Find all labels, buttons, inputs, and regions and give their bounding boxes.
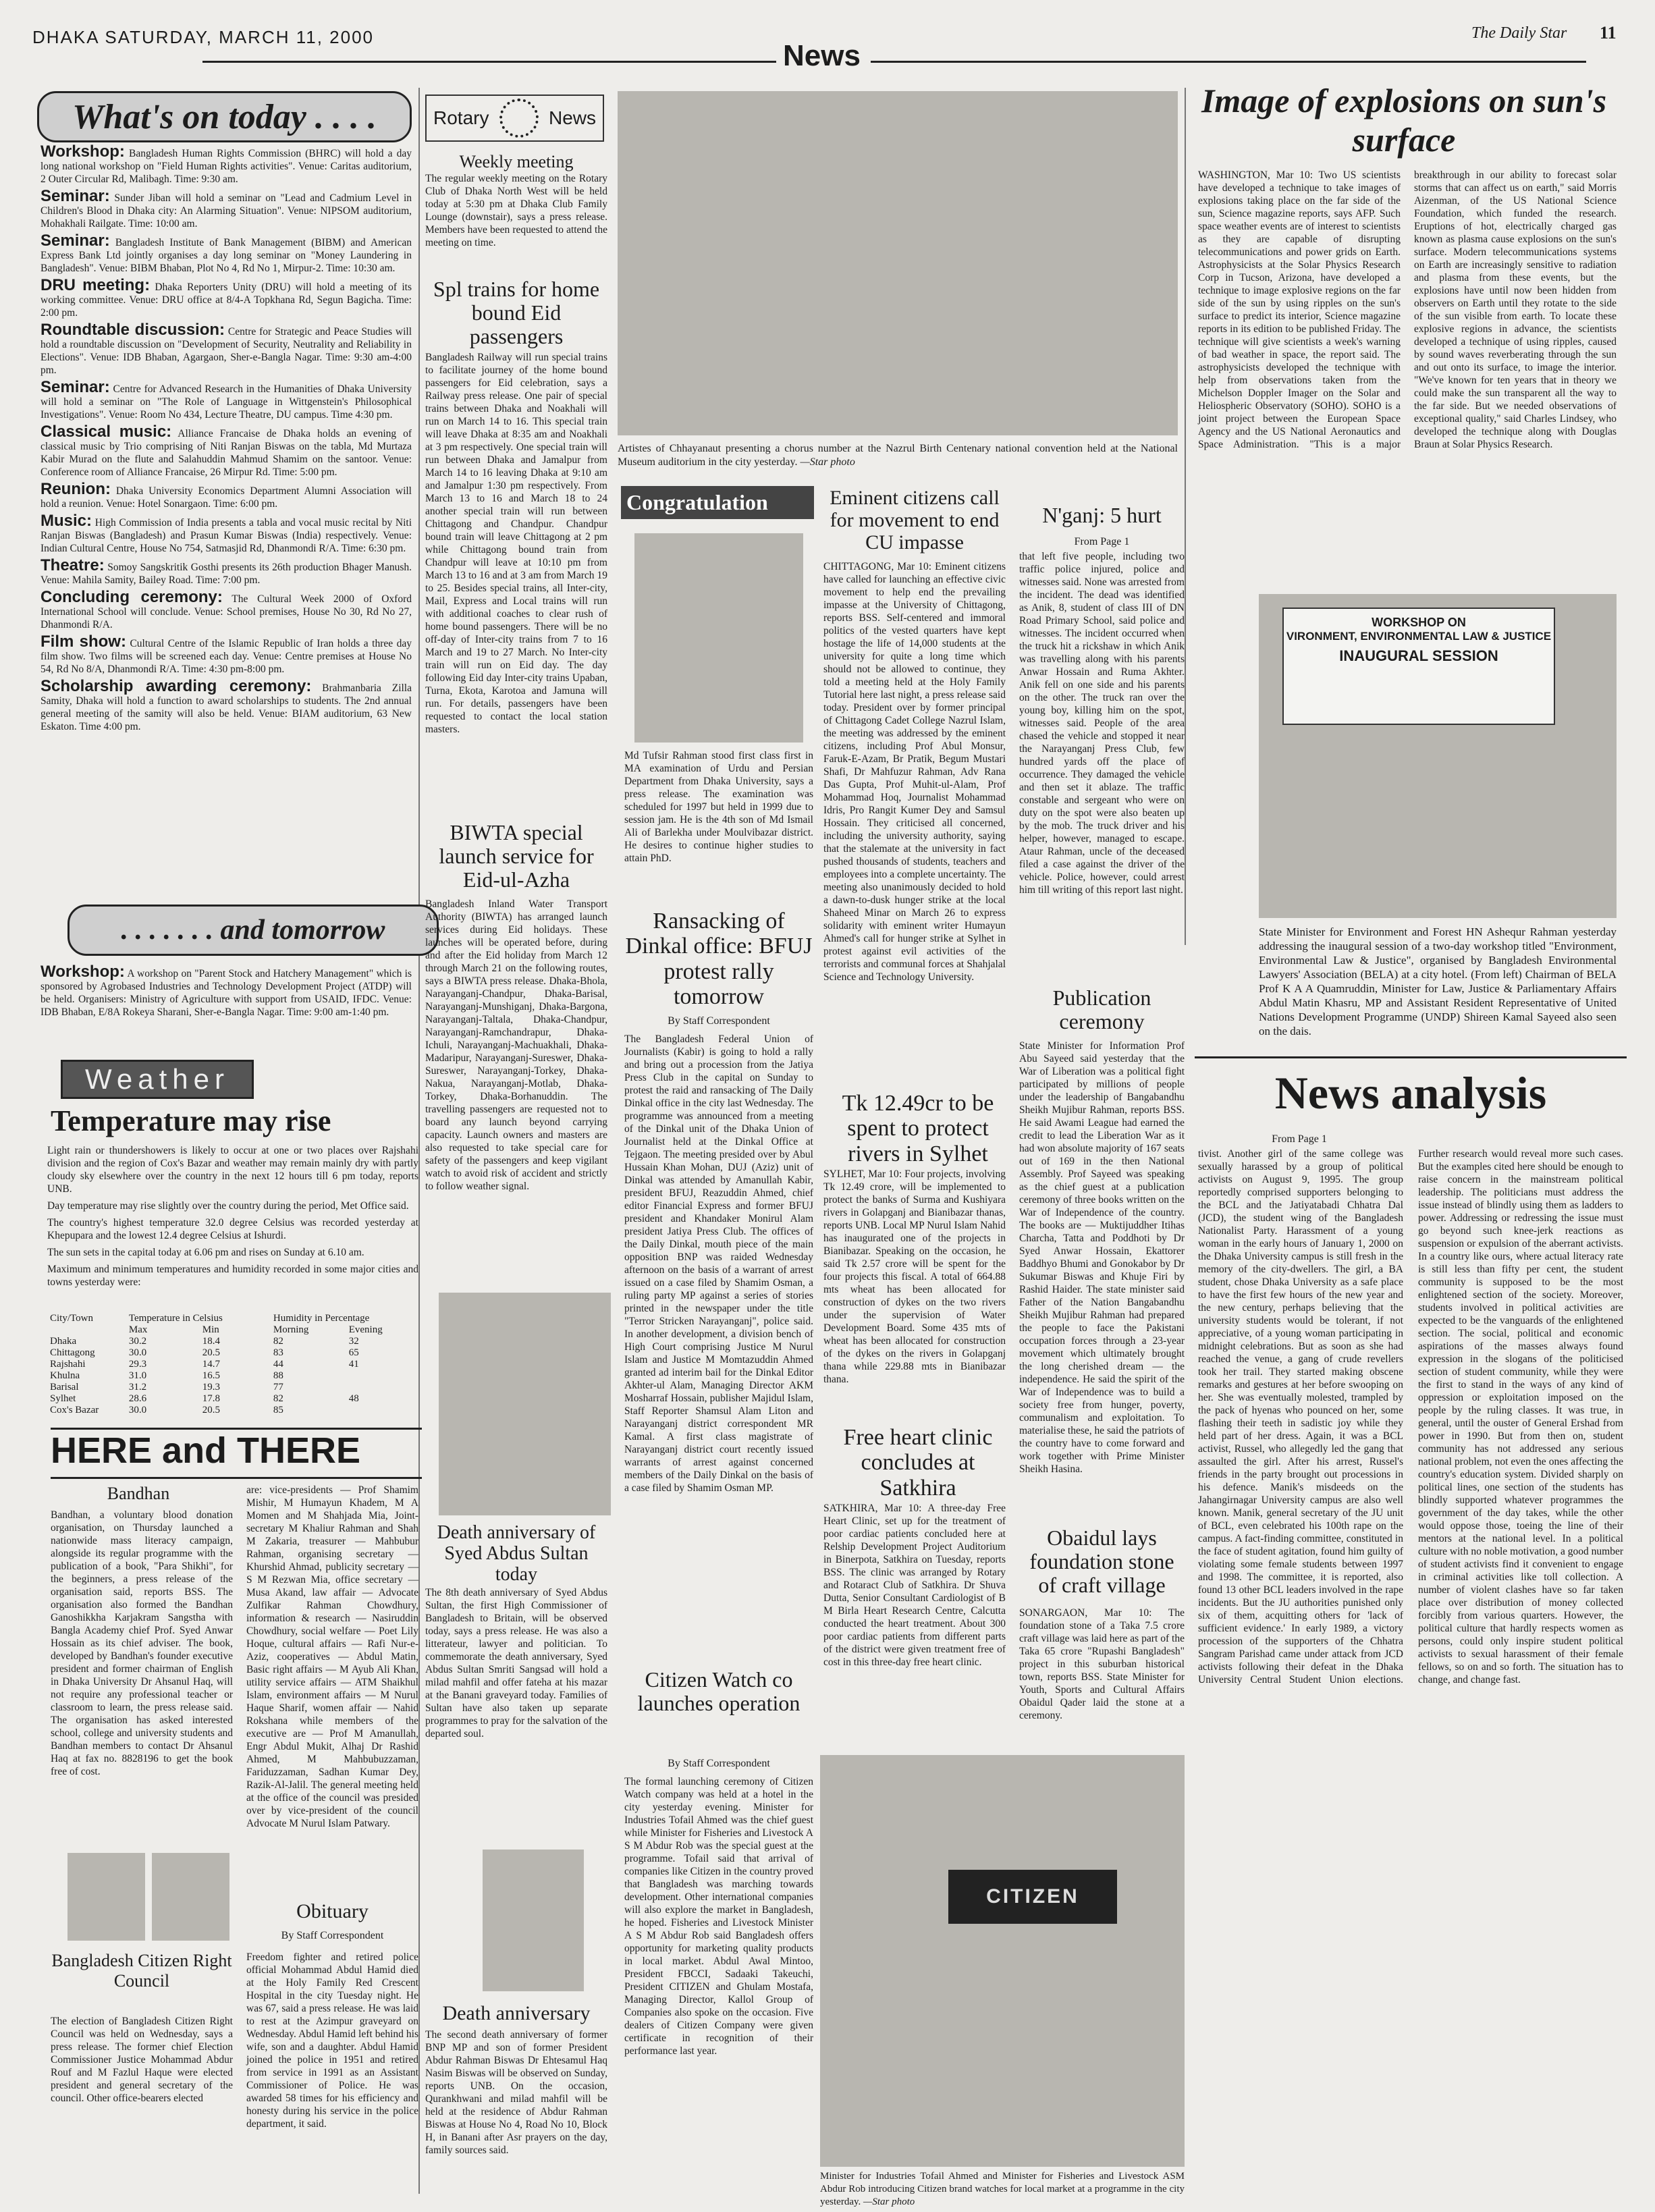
obituary-head: Obituary [296, 1900, 369, 1922]
weather-cell-city: Khulna [50, 1370, 80, 1381]
weather-cell-evening [346, 1405, 418, 1416]
whats-on-item-label: Theatre: [40, 556, 105, 574]
obituary-body [246, 1951, 418, 2194]
heart-body [823, 1502, 1006, 1745]
weather-cell-morning: 85 [273, 1405, 283, 1415]
column-divider [418, 88, 420, 2194]
obituary-byline: By Staff Correspondent [281, 1930, 384, 1941]
tomorrow-section [67, 905, 439, 956]
weather-cell-min: 14.7 [202, 1359, 221, 1370]
bandhan-continued [246, 1484, 418, 1889]
eminent-text: CHITTAGONG, Mar 10: Eminent citizens have called for launching an effective civic movement to help end the prevailing impasse at the University of Chittagong, reports BSS. Self-centered and immoral politics of the vested quarters have kept hostage the life of 14,000 students at the university for quite a long time which should not be allowed to continue, they told a meeting held at the Holy Family Tutorial here last night, a press release said today. President over by former principal of Chittagong Cadet College Nazrul Islam, the meeting was addressed by the eminent citizens, including Prof Abul Monsur, Faruk-E-Azam, Br Pratik, Begum Mustari Shafi, Dr Mahfuzur Rahman, Adv Rana Das Gupta, Prof Muhit-ul-Alam, Prof Mohammad Hoq, Journalist Mohammad Idris, Pro Rangit Kumer Dey and Samsul Hossain. They criticised all concerned, including the university authority, saying that the stalemate at the university in fact pushed thousands of students, teachers and employees into a complete uncertainty. The meeting also unanimously decided to hold a dawn-to-dusk hunger strike at the local Shaheed Minar on March 26 to express solidarity with eminent writer Humayun Ahmed's call for hunger strike at Sylhet in protest against evil activities of the terrorists and communal forces at Shahjalal Science and Technology University. [823, 561, 1006, 983]
tomorrow-label: Workshop: [40, 963, 125, 981]
whats-on-item [40, 234, 412, 275]
weather-para: The country's highest temperature 32.0 degree Celsius was recorded yesterday at Khepupara and the lowest 12.4 degree Celsius at Ishurdi. [47, 1217, 418, 1241]
heart-head: Free heart clinic concludes at Satkhira [843, 1425, 993, 1501]
weekly-meeting-text: The regular weekly meeting on the Rotary Club of Dhaka North West will be held today at 5:30 pm at Dhaka Club Family Lounge (downstair), says a press release. Members have been requested to attend the meeting on time. [425, 173, 607, 248]
weather-cell-max: 28.6 [128, 1393, 147, 1404]
tufsir-rahman-portrait [634, 533, 803, 743]
weather-banner: Weather [61, 1060, 254, 1099]
workshop-caption: State Minister for Environment and Forest HN Ashequr Rahman yesterday addressing the inaugural session of a two-day workshop titled "Environment, Environmental Law & Justice", organised by Bangladesh Environmental Lawyers' Association (BELA) at a city hotel. (From left) Chairman of BELA Prof K A A Quamruddin, Minister for Law, Justice & Parliamentary Affairs Abdul Matin Khasru, MP and Assistant Resident Representative of United Nations Development Programme (UNDP) Shireen Kamal Sayeed also seen on the dais. [1259, 925, 1617, 1037]
bcrc-portrait-right [152, 1853, 229, 1941]
spl-trains-body [425, 351, 607, 797]
weather-cell-min: 19.3 [202, 1382, 221, 1393]
heart-text: SATKHIRA, Mar 10: A three-day Free Heart Clinic, set up for the treatment of poor cardiac patients concluded here at Relship Development Project Auditorium in Binerpota, Satkhira on Tuesday, reports BSS. The clinic was arranged by Rotary and Rotaract Club of Satkhira. Dr Shuva Dutta, Senior Consultant Cardiologist of B M Birla Heart Research Centre, Calcutta conducted the heart treatment. About 300 poor cardiac patients from different parts of the district were given treatment free of cost in this three-day free heart clinic. [823, 1503, 1006, 1668]
whats-on-item [40, 514, 412, 555]
whats-on-title: What's on today . . . . [37, 91, 412, 142]
weekly-meeting-body [425, 172, 607, 273]
weather-table [47, 1313, 418, 1416]
death-anniv-body [425, 2028, 607, 2194]
weather-cell-evening: 48 [348, 1393, 359, 1404]
rotary-wheel-icon [499, 99, 539, 138]
whats-on-item-text: Dhaka Reporters Unity (DRU) will hold a meeting of its working committee. Venue: DRU office at 8/4-A Topkhana Rd, Segun Bagicha. Time: 2:00 pm. [40, 281, 412, 319]
weather-row [47, 1336, 418, 1347]
whats-on-item-text: Brahmanbaria Zilla Samity, Dhaka will hold a function to award scholarships to students. The 2nd annual general meeting of the samity will also be held. Venue: BIAM auditorium, 63 New Eskaton. Time 4:00 pm. [40, 682, 412, 732]
congratulation-text: Md Tufsir Rahman stood first class first in MA examination of Urdu and Persian Department from Dhaka University, says a press release. The examination was scheduled for 1997 but held in 1999 due to session jam. He is the 4th son of Md Ismail Ali of Barlekha under Moulvibazar district. He desires to continue higher studies to attain PhD. [624, 750, 813, 864]
citizen-photo [820, 1755, 1185, 2167]
weather-cell-min: 16.5 [202, 1370, 221, 1381]
weather-cell-city: Sylhet [50, 1393, 76, 1404]
whats-on-list [40, 142, 412, 891]
bcrc-body [51, 2015, 233, 2190]
weather-body [47, 1144, 418, 1313]
here-there-title: HERE and THERE [51, 1428, 422, 1479]
nganj-text: that left five people, including two traffic police injured, police and witnesses said. None was arrested from the incident. The dead was identified as Anik, 8, student of class III of DN Road Primary School, said police and witnesses. The incident occurred when the truck hit a rickshaw in which Anik was travelling along with his parents Anwar Hossain and Ruma Akhter. Anik fell on one side and his parents on the other. The truck ran over the young boy, killing him on the spot, witnesses said. People of the area chased the vehicle and stopped it near the Narayanganj Press Club, few hundred yards off the place of occurrence. They damaged the vehicle and then set it ablaze. The traffic constable and sergeant who were on duty on the spot were also beaten up by the mob. The truck driver and his helper, however, managed to escape. Ataur Rahman, uncle of the deceased filed a case against the driver of the vehicle. Police, however, could arrest him till writing of this report last night. [1019, 551, 1185, 896]
tk12-text: SYLHET, Mar 10: Four projects, involving Tk 12.49 crore, will be implemented to protect the banks of Surma and Kushiyara rivers in Golapganj and Bianibazar thanas, reports UNB. Local MP Nurul Islam Nahid has inaugurated one of the projects in Bianibazar. Speaking on the occasion, he said Tk 2.57 crore will be spent for the four projects this fiscal. A total of 664.88 mts wheat has been allocated for construction of dykes on the two rivers under the supervision of Water Development Board. Some 435 mts of wheat has been allocated for construction of the dykes on the rivers in Golapganj thana while 229.88 mts in Bianibazar thana. [823, 1168, 1006, 1385]
nganj-head: N'ganj: 5 hurt [1042, 503, 1162, 527]
weather-cell-morning: 44 [273, 1359, 283, 1370]
rotary-title: Rotary [433, 107, 489, 128]
whats-on-item [40, 556, 412, 587]
page-number: 11 [1600, 23, 1617, 43]
weather-cell-min: 18.4 [202, 1336, 221, 1347]
weather-row [47, 1405, 418, 1416]
spl-trains-text: Bangladesh Railway will run special trains to facilitate journey of the home bound passengers for Eid celebration, says a Railway press release. One pair of special trains between Dhaka and Noakhali will run on March 14 to 16. This special train will leave Dhaka at 8:35 am and Noakhali at 3 pm respectively. One special train will run between Dhaka and Jamalpur from March 14 to 16 leaving Dhaka at 9:10 am and Jamalpur 1:30 pm respectively. From March 13 to 16 and March 18 to 24 another special train will run between Chittagong and Chandpur. Chandpur bound train will leave Chittagong at 2 pm while Chittagong bound train from Chandpur will leave at 10:10 pm from March 13 to 16 and at 3 am from March 19 to 25. Besides special trains, all Inter-city, Mail, Express and Local trains will run with additional coaches to clear rush of home bound passengers. There will be no off-day of Inter-city trains from 7 to 16 March and 19 to 27 March. No Inter-city train will run on Eid day. The day following Eid day Inter-city trains Upaban, Turna, Ekota, Karotoa and Jamuna will run. For details, passengers have been requested to contact the local station masters. [425, 352, 607, 735]
whats-on-item-label: Workshop: [40, 142, 125, 161]
whats-on-item [40, 187, 412, 230]
rankaching-byline: By Staff Correspondent [668, 1015, 770, 1027]
eminent-body [823, 560, 1006, 1080]
chhayanaut-photo [618, 91, 1178, 435]
weather-row [47, 1393, 418, 1405]
spl-trains-head: Spl trains for home bound Eid passengers [433, 277, 600, 349]
wx-header-evening: Evening [348, 1324, 383, 1335]
wx-header-min: Min [202, 1324, 219, 1335]
header-rule-right [871, 61, 1586, 63]
congratulation-badge: Congratulation [621, 486, 814, 519]
death-anniv-sultan-head: Death anniversary of Syed Abdus Sultan today [437, 1522, 596, 1585]
weather-cell-city: Rajshahi [50, 1359, 86, 1370]
whats-on-item-text: High Commission of India presents a tabla and vocal music recital by Niti Ranjan Biswas (Bangladesh) and Prasun Kumar Biswas (India) respectively. Venue: Indian Cultural Centre, House No 754, Satmasjid Rd, Dhanmondi R/A. Time: 6:30 pm. [40, 517, 412, 554]
rotary-news: News [548, 107, 596, 128]
weather-cell-city: Dhaka [50, 1336, 77, 1347]
column-divider [1185, 88, 1186, 945]
whats-on-item-label: Reunion: [40, 480, 111, 498]
citizen-text: The formal launching ceremony of Citizen Watch company was held at a hotel in the city yesterday evening. Minister for Industries Tofail Ahmed was the chief guest while Minister for Fisheries and Livestock A S M Abdur Rob was the special guest at the programme. Tofail said that arrival of companies like Citizen in the country proved that Bangladesh was marching towards development. Other international companies will also explore the market in Bangladesh, he hoped. Fisheries and Livestock Minister A S M Abdur Rob said Bangladesh offers opportunity for marketing quality products in local market. Abdul Awal Mintoo, President FBCCI, Sadaaki Takeuchi, President CITIZEN and Ghulam Mostafa, Managing Director, Kallol Group of Companies also spoke on the occasion. Five dealers of Citizen Company were given certificate in recognition of their performance last year. [624, 1776, 813, 2057]
whats-on-section [37, 91, 412, 142]
weather-cell-min: 20.5 [202, 1405, 221, 1415]
death-anniv-head: Death anniversary [442, 2002, 591, 2024]
whats-on-item-label: Seminar: [40, 378, 110, 396]
weather-cell-max: 30.0 [128, 1347, 147, 1358]
whats-on-item [40, 276, 412, 319]
workshop-photo [1259, 594, 1617, 918]
whats-on-item-label: DRU meeting: [40, 276, 151, 294]
death-anniv-text: The second death anniversary of former BNP MP and son of former President Abdur Rahman Biswas Dr Ehtesamul Haq Nasim Biswas will be observed on Sunday, reports UNB. On the occasion, Qurankhwani and milad mahfil will be held at the residence of Abdur Rahman Biswas at House No 4, Road No 10, Block H, in Banani after Asr prayers on the day, family sources said. [425, 2029, 607, 2156]
publication-head: Publication ceremony [1052, 986, 1151, 1034]
weather-cell-morning: 77 [273, 1382, 283, 1393]
explosions-text: WASHINGTON, Mar 10: Two US scientists have developed a technique to take images of explosions taking place on the far side of the sun, Science magazine reports, says AFP. Such space weather events are of interest to scientists as they are capable of disrupting telecommunications and power grids on Earth. Astrophysicists at the Solar Physics Research Corp in Tucson, Arizona, have developed a technique to image explosive regions on the far side of the sun by using ripples on the sun's surface to predict its interior, Science magazine reports in its edition to be published Friday. The technique will give scientists a week's warning of bad weather in space, the report said. The astrophysicists developed the technique with help from observations taken from the Michelson Doppler Imager on the Solar and Heliospheric Observatory (SOHO). SOHO is a joint project between the European Space Agency and the US National Aeronautics and Space Administration. "This is a major breakthrough in our ability to forecast solar storms that can affect us on earth," said Morris Aizenman, of the US National Science Foundation, which funded the research. Eruptions of hot, electrically charged gas known as plasma cause explosions on the sun's surface. Modern telecommunications systems on Earth are increasingly sensitive to radiation and plasma from these events, but the explosions have until now been hidden from observers on Earth until they rotate to the side of the sun visible from earth. To locate these explosive regions in advance, the scientists developed a technique of using ripples, caused by sound waves reverberating through the sun and out onto its surface, to image the interior. "We've known for ten years that in theory we could make the sun transparent all the way to the far side. But we needed observations of exceptional quality," said Charles Lindsey, who developed the technique along with Douglas Braun at Solar Physics Research. [1198, 169, 1617, 450]
syed-abdus-sultan-portrait [439, 1293, 611, 1515]
whats-on-item-text: Dhaka University Economics Department Alumni Association will hold a reunion. Venue: Hotel Sonargaon. Time: 6:00 pm. [40, 485, 412, 510]
weather-cell-evening: 41 [348, 1359, 359, 1370]
whats-on-item [40, 142, 412, 186]
whats-on-item-text: Sunder Jiban will hold a seminar on "Lead and Cadmium Level in Children's Blood in Dhaka city: An Alarming Situation". Venue: NIPSOM auditorium, Mohakhali Railgate. Time: 10:00 am. [40, 192, 412, 230]
whats-on-item-text: Bangladesh Institute of Bank Management (BIBM) and American Express Bank Ltd jointly organises a day long seminar on "Money Laundering in Bangladesh". Venue: BIBM Bhaban, Plot No 4, Rd No 1, Mirpur-2. Time: 10:30 am. [40, 237, 412, 274]
explosions-body [1198, 169, 1617, 587]
biwta-text: Bangladesh Inland Water Transport Authority (BIWTA) has arranged launch services during Eid holidays. These launches will be operated before, during and after the Eid holiday from March 12 through March 21 on the following routes, says a BIWTA press release. Dhaka-Bhola, Narayanganj-Chandpur, Dhaka-Barisal, Narayanganj-Munshiganj, Dhaka-Bargona, Narayanganj-Taltala, Dhaka-Chandpur, Narayanganj-Ramchandrapur, Dhaka-Ichuli, Narayanganj-Machuakhali, Dhaka-Madaripur, Narayanganj-Sureswer, Dhaka-Sureswer, Narayanganj-Torkey, Dhaka-Nakua, Narayanganj-Motlab, Dhaka-Torkey, Dhaka-Borhanuddin. The travelling passengers are requested not to board any launch beyond carrying capacity. Launch owners and masters are also requested to take special care for safety of the passengers and keep vigilant watch to avoid risk of accident and strictly to follow weather signal. [425, 898, 607, 1192]
whats-on-item-label: Seminar: [40, 232, 110, 250]
explosions-head: Image of explosions on sun's surface [1201, 82, 1607, 159]
weather-row [47, 1359, 418, 1370]
eminent-head: Eminent citizens call for movement to end CU impasse [830, 487, 1000, 554]
obaidul-head: Obaidul lays foundation stone of craft village [1029, 1526, 1174, 1598]
wx-header-temp: Temperature in Celsius [128, 1313, 223, 1324]
weather-cell-max: 31.0 [128, 1370, 147, 1381]
weather-para: Day temperature may rise slightly over the country during the period, Met Office said. [47, 1200, 409, 1212]
bcrc-head: Bangladesh Citizen Right Council [51, 1951, 232, 1991]
weather-cell-evening: 32 [348, 1336, 359, 1347]
whats-on-item-label: Film show: [40, 632, 126, 651]
chhayanaut-caption [618, 442, 1178, 473]
weather-cell-min: 17.8 [202, 1393, 221, 1404]
wx-header-city: City/Town [50, 1313, 93, 1324]
citizen-body [624, 1775, 813, 2194]
rankaching-body [624, 1033, 813, 1708]
death-anniv-sultan-body [425, 1586, 607, 1843]
rankaching-text: The Bangladesh Federal Union of Journalists (Kabir) is going to hold a rally and bring out a procession from the Jatiya Press Club in the capital on Sunday to protest the raid and ransacking of The Daily Dinkal office in the city last Wednesday. The programme was announced from a meeting of the Dinkal unit of the Dhaka Union of Journalist held at the Dinkal Office at Tejgaon. The meeting presided over by Abul Hussain Khan Mohan, DUJ (Aziz) unit of Dinkal was attended by Amanullah Kabir, president BFUJ, Reazuddin Ahmed, chief editor Financial Express and former BFUJ president and Khandaker Monirul Alam president Jatiya Press Club. The offices of the Daily Dinkal, mouth piece of the main opposition BNP was raided Wednesday afternoon on the basis of a warrant of arrest issued on a case filed by Shamim Osman, a ruling party MP against a series of stories printed in the newspaper under the title "Terror Stricken Narayanganj", police said. In another development, a division bench of High Court comprising Justice M Nurul Islam and Justice M Momtazuddin Ahmed granted ad interim bail for the Dinkal Editor Akhter-ul Alam, Managing Director AKM Mosharraf Hossain, publisher Majidul Islam, Staff Reporter Shamsul Alam Liton and Narayanganj district correspondent MR Kamal. A first class magistrate of Narayanganj district court recently issued warrants of arrest against concerned members of the Daily Dinkal on the basis of a case filed by Shamim Osman MP. [624, 1033, 813, 1494]
tk12-body [823, 1168, 1006, 1418]
weather-para: The sun sets in the capital today at 6.06 pm and rises on Sunday at 6.10 am. [47, 1247, 364, 1258]
dateline: DHAKA SATURDAY, MARCH 11, 2000 [32, 27, 375, 47]
tomorrow-item [40, 965, 412, 1040]
news-analysis-from: From Page 1 [1272, 1133, 1327, 1145]
bandhan-text: Bandhan, a voluntary blood donation organisation, on Thursday launched a nationwide mass literacy campaign, alongside its regular programme with the publication of a book, "Para Shikhi", for the beginners, a press release of the organisation said, reports BSS. The organisation also formed the Bandhan Ganoshikkha Karjakram Sangstha with Bangla Academy chief Prof. Syed Anwar Hossain as its chief adviser. The book, developed by Bandhan's founder executive president and former chairman of English in Dhaka University Dr Ahsanul Haq, will not require any professional teacher or classroom to learn, the press release said. The organisation has asked interested school, college and university students and Bandhan members to contact Dr Ahsanul Haq at fax no. 8828196 to get the book free of cost. [51, 1509, 233, 1777]
whats-on-item [40, 677, 412, 733]
bcrc-text: The election of Bangladesh Citizen Right Council was held on Wednesday, says a press release. The former chief Election Commissioner Justice Mohammad Abdur Rouf and M Fazlul Haque were elected president and general secretary of the council. Other office-bearers elected [51, 2016, 233, 2104]
nganj-body [1019, 550, 1185, 969]
tomorrow-title: . . . . . . . and tomorrow [67, 905, 439, 956]
whats-on-item-label: Concluding ceremony: [40, 588, 223, 606]
whats-on-item-text: Somoy Sangskritik Gosthi presents its 26th production Bhager Manush. Venue: Mahila Samity, Bailey Road. Time: 7:00 pm. [40, 562, 412, 586]
citizen-caption-text: Minister for Industries Tofail Ahmed and Minister for Fisheries and Livestock ASM Abdur Rob introducing Citizen brand watches for local market at a programme in the city yesterday. [820, 2171, 1185, 2207]
whats-on-item-label: Roundtable discussion: [40, 321, 225, 339]
tk12-head: Tk 12.49cr to be spent to protect rivers in Sylhet [842, 1091, 994, 1166]
workshop-banner-line: WORKSHOP ON [1372, 616, 1466, 629]
wx-header-morning: Morning [273, 1324, 309, 1335]
weather-cell-morning: 88 [273, 1370, 283, 1381]
wx-header-max: Max [128, 1324, 148, 1335]
weather-row [47, 1382, 418, 1393]
obaidul-body [1019, 1607, 1185, 1742]
whats-on-item-text: Centre for Advanced Research in the Humanities of Dhaka University will hold a seminar on "The Role of Language in Wittgenstein's Philosophical Investigations". Venue: Room No 434, Lecture Theatre, DU campus. Time 4:30 pm. [40, 383, 412, 421]
weekly-meeting-head: Weekly meeting [459, 152, 574, 171]
obituary-text: Freedom fighter and retired police official Mohammad Abdul Hamid died at the Holy Family Red Crescent Hospital in the city Tuesday night. He was 67, said a press release. He was laid to rest at the Azimpur graveyard on Wednesday. Abdul Hamid left behind his wife, son and a daughter. Abdul Hamid joined the police in 1951 and retired from service in 1991 as an Assistant Commissioner of Police. He was awarded 58 times for his efficiency and honesty during his service in the police department, it said. [246, 1951, 418, 2130]
whats-on-item-label: Classical music: [40, 423, 172, 441]
death-anniv-sultan-text: The 8th death anniversary of Syed Abdus Sultan, the first High Commissioner of Bangladesh to Britain, will be observed today, says a press release. He was also a litterateur, lawyer and politician. To commemorate the death anniversary, Syed Abdus Sultan Smriti Sangsad will hold a milad mahfil and offer fateha at his mazar at the Banani graveyard today. Families of Sultan have also taken up separate programmes to pray for the salvation of the departed soul. [425, 1587, 607, 1739]
nasim-biswas-portrait [483, 1850, 584, 1991]
whats-on-item-text: Bangladesh Human Rights Commission (BHRC) will hold a day long national workshop on "Field Human Rights activities". Venue: Caritas auditorium, 2 Outer Circular Rd, Malibagh. Time: 9:30 am. [40, 148, 412, 185]
weather-cell-city: Barisal [50, 1382, 79, 1393]
weather-headline: Temperature may rise [51, 1104, 331, 1137]
paper-name: The Daily Star [1471, 24, 1567, 42]
workshop-banner-line: VIRONMENT, ENVIRONMENTAL LAW & JUSTICE [1286, 630, 1552, 643]
bandhan-head: Bandhan [107, 1484, 170, 1503]
weather-cell-city: Cox's Bazar [50, 1405, 99, 1415]
weather-cell-max: 31.2 [128, 1382, 147, 1393]
bcrc-portrait-left [67, 1853, 145, 1941]
biwta-body [425, 898, 607, 1289]
news-analysis-head: News analysis [1274, 1067, 1547, 1118]
chhayanaut-credit: —Star photo [800, 456, 855, 468]
weather-cell-max: 29.3 [128, 1359, 147, 1370]
weather-cell-evening [346, 1370, 418, 1382]
whats-on-item-text: The Cultural Week 2000 of Oxford International School will conclude. Venue: School premises, House No 30, Rd No 27, Dhanmondi R/A. [40, 593, 412, 630]
weather-para: Light rain or thundershowers is likely to occur at one or two places over Rajshahi division and the region of Cox's Bazar and weather may remain mainly dry with partly cloudy sky elsewhere over the country in the next 12 hours till 6 pm today, reports UNB. [47, 1145, 418, 1195]
whats-on-item-text: Alliance Francaise de Dhaka holds an evening of classical music by Trio comprising of Niti Ranjan Biswas on the tabla, Md Murtaza Kabir Murad on the flute and Salahuddin Mahmud Shamim on the santoor. Venue: Conference room of Alliance Francaise, 26 Mirpur Rd. Time: 5:00 pm. [40, 428, 412, 478]
weather-cell-evening: 65 [348, 1347, 359, 1358]
weather-cell-evening [346, 1382, 418, 1393]
bandhan-body [51, 1509, 233, 1850]
whats-on-item-label: Seminar: [40, 187, 110, 205]
chhayanaut-caption-text: Artistes of Chhayanaut presenting a chorus number at the Nazrul Birth Centenary national convention held at the National Museum auditorium in the city yesterday. [618, 443, 1178, 468]
news-analysis-text: tivist. Another girl of the same college was sexually harassed by a group of political activists on August 9, 1995. The group reportedly comprised supporters belonging to the BCL and the Jatiyatabadi Chhatra Dal (JCD), the student wing of the Bangladesh Nationalist Party. Harassment of a young woman in the early hours of January 1, 2000 on the Dhaka University campus is still fresh in the memory of the city-dwellers. The girl, a BA student, chose Dhaka University as a safe place to have the first few hours of the new year and the new century, perhaps believing that the university students would be tolerant, if not appreciative, of a young woman participating in midnight celebrations. But as soon as she had reached the venue, a gang of crude revellers took her trail. They started making obscene remarks and gestures at her before swooping on her. She was eventually molested, trampled by the pack of hyenas who pounced on her, some flashing their teeth in sadistic joy while they held part of her dress. Again, it was a BCL activist, Russel, who allegedly led the gang that assaulted the girl. After his arrest, Russel's friends in the party brought out processions in his defence. Manik's misdeeds on the Jahangirnagar University campus are also well known. Manik, general secretary of the JU unit of BCL, even celebrated his 100th rape on the campus. A fact-finding committee, constituted in the face of student agitation, found him guilty of violating some female students between 1997 and 1998. The committee, it is reported, also found 13 other BCL leaders involved in the rape incidents. But the JU authorities punished only six of them, acquitting others for 'lack of sufficient evidence.' In early 1989, a victory procession of the supporters of the Chhatra Sangram Parishad came under attack from JCD activists following their defeat in the Dhaka University Central Student Union elections. Further research would reveal more such cases. But the examples cited here should be enough to raise concern in the mainstream political leadership. The politicians must address the issue instead of blindly using them as ladders to power. Addressing or redressing the issue must go beyond such knee-jerk reactions as suspension or expulsion of the aberrant activists. In a country like ours, where actual literacy rate is still less than fifty per cent, the student community is supposed to be the most enlightened section of the society. Moreover, students involved in political activities are expected to be the vanguards of the enlightened section. The social, political and economic aspirations of the masses always found expression in the slogans of the politicised section of student community, while they were the first to stand in the ways of any kind of oppression or exploitation imposed on the people by the ruling classes. It was true, in general, until the ouster of General Ershad from power in 1990. But from then on, student community has not addressed any serious national problem, not even the ones affecting the country's education system. Divided sharply on political lines, one section of the students has blindly supported whatever programmes the government of the day takes, while the other would oppose those, toeing the line of their mentors at the national level. In a political culture with no noble motivation, a good number of student activists find it convenient to engage in criminal activities like toll collection. A number of violent clashes have so far taken place over distribution of money collected forcibly from various quarters. However, the political culture that hardly respects women as persons, could only inspire student political activists to sexual harassment of their female fellows, so on and so forth. The situation has to change, and change fast. [1198, 1148, 1623, 1685]
citizen-head: Citizen Watch co launches operation [637, 1667, 801, 1716]
weather-row [47, 1370, 418, 1382]
rankaching-head: Ransacking of Dinkal office: BFUJ protest rally tomorrow [625, 909, 813, 1010]
obaidul-text: SONARGAON, Mar 10: The foundation stone of a Taka 7.5 crore craft village was laid here as part of the Taka 65 crore "Rupashi Bangladesh" project in this suburban historical town, reports BSS. State Minister for Youth, Sports and Cultural Affairs Obaidul Qader laid the stone at a ceremony. [1019, 1607, 1185, 1721]
weather-cell-max: 30.2 [128, 1336, 147, 1347]
weather-row [47, 1347, 418, 1359]
biwta-head: BIWTA special launch service for Eid-ul-Azha [439, 820, 594, 892]
whats-on-item [40, 323, 412, 377]
publication-text: State Minister for Information Prof Abu Sayeed said yesterday that the War of Liberation was a political fight participated by millions of people under the leadership of Bangabandhu Sheikh Mujibur Rahman, reports BSS. He said Awami League had earned the credit to lead the Liberation War as it had won absolute majority of 167 seats out of 169 in the then National Assembly. Prof Sayeed was speaking as the chief guest at a publication ceremony of three books written on the War of Independence of the country. The books are — Muktijuddher Itihas Charcha, Tatta and Poddhoti by Dr Syed Anwar Hossain, Ekattorer Baddhyo Bhumi and Gonokabor by Dr Sukumar Biswas and Khuje Firi by Rashid Haider. The state minister said Father of the Nation Bangabandhu Sheikh Mujibur Rahman had prepared the people to face the Pakistani occupation forces through a 23-year movement which ultimately brought the long cherished dream — the independence. He said the spirit of the War of Independence was to build a society free from hunger, poverty, communalism and exploitation. To materialise these, he said the patriots of the country have to come forward and work together with Prime Minister Sheikh Hasina. [1019, 1040, 1185, 1475]
workshop-banner-line: INAUGURAL SESSION [1339, 647, 1498, 664]
header-rule-left [202, 61, 776, 63]
whats-on-item-label: Music: [40, 512, 92, 530]
weather-cell-min: 20.5 [202, 1347, 221, 1358]
workshop-banner [1282, 608, 1555, 725]
nganj-from: From Page 1 [1074, 536, 1130, 547]
news-analysis-body [1198, 1148, 1623, 2194]
weather-cell-morning: 82 [273, 1393, 283, 1404]
citizen-credit: —Star photo [863, 2196, 915, 2207]
congratulation-body [624, 749, 813, 901]
weather-para: Maximum and minimum temperatures and humidity recorded in some major cities and towns yesterday were: [47, 1264, 418, 1288]
whats-on-item [40, 480, 412, 510]
whats-on-item [40, 632, 412, 676]
citizen-byline: By Staff Correspondent [668, 1758, 770, 1769]
weather-cell-morning: 83 [273, 1347, 283, 1358]
rotary-banner [425, 95, 604, 142]
bandhan-cont-text: are: vice-presidents — Prof Shamim Mishir, M Humayun Khadem, M A Momen and M Shahjada Mia, Joint-secretary M Khaliur Rahman and Shah M Zakaria, treasurer — Mahbubur Rahman, organising secretary — Khurshid Ahmad, publicity secretary — S M Rezwan Mia, office secretary — Musa Akand, law affair — Advocate Zulfikar Rahman Chowdhury, information & research — Nasiruddin Chowdhury, social welfare — Poet Lily Hoque, cultural affairs — Rafi Nur-e-Aziz, cooperatives — Abdul Matin, Basic right affairs — M Ayub Ali Khan, utility service affairs — ATM Shaikhul Islam, environment affairs — M Nurul Haque Sharif, women affair — Nahid Rokshana while members of the executive are — Prof M Amanullah, Engr Abdul Mukit, Alhaj Dr Rashid Ahmed, M Mahbubuzzaman, Fariduzzaman, Sadhan Kumar Dey, Razik-Al-Jalil. The general meeting held at the office of the council was presided over by vice-president of the council Advocate M Nurul Islam Patwary. [246, 1484, 418, 1829]
citizen-caption [820, 2170, 1185, 2211]
whats-on-item-label: Scholarship awarding ceremony: [40, 677, 312, 695]
citizen-brand: CITIZEN [948, 1870, 1117, 1924]
weather-cell-morning: 82 [273, 1336, 283, 1347]
tomorrow-text: A workshop on "Parent Stock and Hatchery Management" which is sponsored by Agrobased Industries and Technology Development Project (ATDP) will be held. Organisers: Ministry of Agriculture with support from USAID, IFDC. Venue: IDB Bhaban, E/8A Rokeya Sharani, Sher-e-Bangla Nagar. Time: 9:00 am-1:40 pm. [40, 968, 412, 1018]
whats-on-item [40, 588, 412, 631]
whats-on-item-text: Cultural Centre of the Islamic Republic of Iran holds a three day film show. Two films will be screened each day. Venue: Centre premises at House No 54, Rd No 8/A, Dhanmondi R/A. Time: 4:30 pm-8:00 pm. [40, 638, 412, 675]
publication-body [1019, 1040, 1185, 1475]
news-analysis-rule [1195, 1056, 1627, 1058]
wx-header-hum: Humidity in Percentage [273, 1313, 370, 1324]
section-title: News [783, 39, 861, 72]
weather-cell-max: 30.0 [128, 1405, 147, 1415]
weather-cell-city: Chittagong [50, 1347, 95, 1358]
whats-on-item-text: Centre for Strategic and Peace Studies will hold a roundtable discussion on "Development of Security, Neutrality and Reliability in Elections". Venue: IDB Bhaban, Agargaon, Sher-e-Bangla Nagar. Time: 9:30 am-4:00 pm. [40, 326, 412, 376]
whats-on-item [40, 425, 412, 479]
whats-on-item [40, 378, 412, 421]
